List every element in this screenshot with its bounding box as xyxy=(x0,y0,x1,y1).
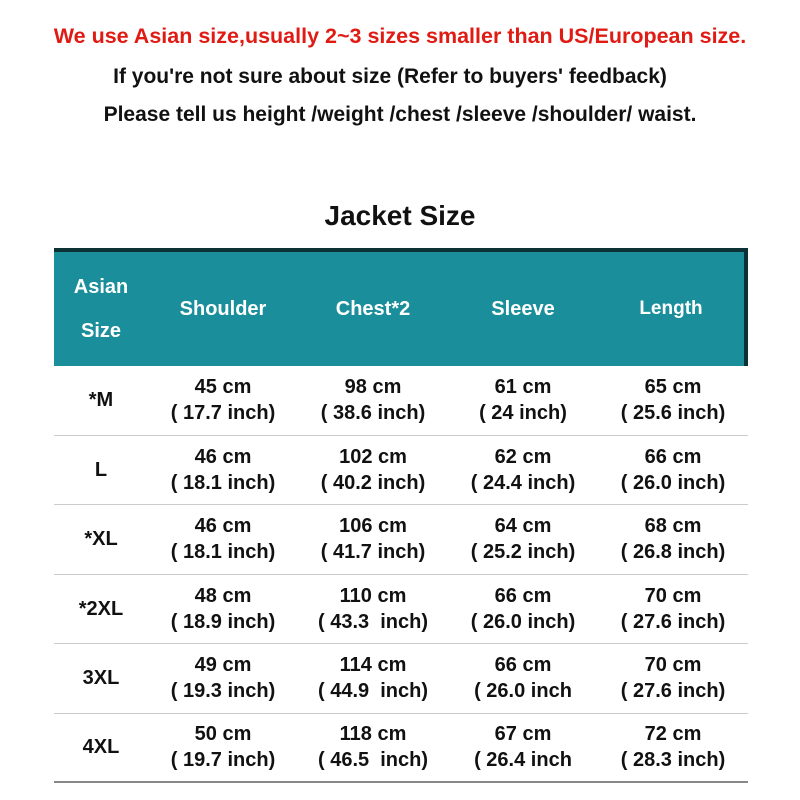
shoulder-inch: ( 18.9 inch) xyxy=(170,610,276,633)
shoulder-inch: ( 19.3 inch) xyxy=(170,680,276,703)
chest-inch: ( 46.5 inch) xyxy=(317,749,429,772)
sleeve-cm: 67 cm xyxy=(494,723,552,746)
chest-inch: ( 38.6 inch) xyxy=(320,402,426,425)
header-asian-size-line2: Size xyxy=(80,320,122,342)
sleeve-cm: 64 cm xyxy=(494,515,552,538)
size-table-title: Jacket Size xyxy=(324,200,476,231)
sleeve-inch: ( 26.4 inch xyxy=(474,749,572,772)
sleeve-inch: ( 25.2 inch) xyxy=(470,541,576,564)
length-cm: 65 cm xyxy=(644,376,702,399)
size-label: L xyxy=(94,458,108,481)
sleeve-cm: 66 cm xyxy=(494,654,552,677)
shoulder-cell xyxy=(148,721,298,773)
chest-inch: ( 43.3 inch) xyxy=(317,610,429,633)
shoulder-cm: 50 cm xyxy=(194,723,252,746)
chest-cell xyxy=(298,513,448,565)
length-inch: ( 27.6 inch) xyxy=(620,680,726,703)
chest-cm: 114 cm xyxy=(339,654,407,677)
shoulder-cm: 49 cm xyxy=(194,654,252,677)
shoulder-cell xyxy=(148,444,298,496)
length-cm: 66 cm xyxy=(644,445,702,468)
sleeve-cm: 62 cm xyxy=(494,445,552,468)
chest-cell xyxy=(298,721,448,773)
table-row xyxy=(54,505,748,575)
size-table xyxy=(54,248,748,783)
sleeve-cell xyxy=(448,583,598,635)
length-cell xyxy=(598,444,748,496)
size-label: *XL xyxy=(84,528,118,551)
length-cm: 68 cm xyxy=(644,515,702,538)
chest-cell xyxy=(298,583,448,635)
shoulder-cell xyxy=(148,374,298,426)
shoulder-inch: ( 19.7 inch) xyxy=(170,749,276,772)
sleeve-cell xyxy=(448,513,598,565)
chest-cell xyxy=(298,444,448,496)
shoulder-cell xyxy=(148,583,298,635)
length-cm: 70 cm xyxy=(644,654,702,677)
header-shoulder: Shoulder xyxy=(179,297,267,320)
sleeve-inch: ( 24.4 inch) xyxy=(470,471,576,494)
table-row xyxy=(54,366,748,436)
chest-cm: 106 cm xyxy=(339,515,407,538)
measurement-request-note: Please tell us height /weight /chest /sleeve /shoulder/ waist. xyxy=(103,103,697,126)
length-cell xyxy=(598,374,748,426)
shoulder-cm: 48 cm xyxy=(194,584,252,607)
length-cm: 72 cm xyxy=(644,723,702,746)
chest-cm: 102 cm xyxy=(339,445,407,468)
shoulder-inch: ( 17.7 inch) xyxy=(170,402,276,425)
shoulder-inch: ( 18.1 inch) xyxy=(170,541,276,564)
sleeve-cell xyxy=(448,444,598,496)
shoulder-inch: ( 18.1 inch) xyxy=(170,471,276,494)
sleeve-inch: ( 24 inch) xyxy=(479,402,567,425)
asian-size-warning: We use Asian size,usually 2~3 sizes smaller than US/European size. xyxy=(53,24,747,48)
header-length: Length xyxy=(639,298,703,319)
size-table-header xyxy=(54,248,748,366)
table-row xyxy=(54,436,748,506)
length-cm: 70 cm xyxy=(644,584,702,607)
length-cell xyxy=(598,513,748,565)
sleeve-inch: ( 26.0 inch) xyxy=(470,610,576,633)
shoulder-cell xyxy=(148,513,298,565)
length-inch: ( 26.8 inch) xyxy=(620,541,726,564)
sleeve-cell xyxy=(448,652,598,704)
header-asian-size-line1: Asian xyxy=(73,276,129,298)
shoulder-cm: 46 cm xyxy=(194,515,252,538)
shoulder-cm: 46 cm xyxy=(194,445,252,468)
table-row xyxy=(54,714,748,784)
sleeve-cell xyxy=(448,721,598,773)
table-row xyxy=(54,575,748,645)
shoulder-cm: 45 cm xyxy=(194,376,252,399)
header-sleeve: Sleeve xyxy=(491,297,555,320)
length-cell xyxy=(598,652,748,704)
length-cell xyxy=(598,583,748,635)
size-label: 4XL xyxy=(82,736,120,759)
shoulder-cell xyxy=(148,652,298,704)
chest-cell xyxy=(298,652,448,704)
size-label: 3XL xyxy=(82,667,120,690)
chest-cm: 110 cm xyxy=(339,584,407,607)
chest-cell xyxy=(298,374,448,426)
length-inch: ( 27.6 inch) xyxy=(620,610,726,633)
length-inch: ( 28.3 inch) xyxy=(620,749,726,772)
sleeve-cell xyxy=(448,374,598,426)
chest-cm: 118 cm xyxy=(339,723,407,746)
chest-cm: 98 cm xyxy=(344,376,402,399)
sleeve-cm: 61 cm xyxy=(494,376,552,399)
size-label: *M xyxy=(88,389,114,412)
header-chest: Chest*2 xyxy=(335,297,411,320)
size-label: *2XL xyxy=(78,597,124,620)
chest-inch: ( 40.2 inch) xyxy=(320,471,426,494)
table-row xyxy=(54,644,748,714)
header-asian-size xyxy=(54,265,148,353)
length-inch: ( 26.0 inch) xyxy=(620,471,726,494)
sleeve-inch: ( 26.0 inch xyxy=(474,680,572,703)
size-help-note: If you're not sure about size (Refer to buyers' feedback) xyxy=(113,65,667,88)
chest-inch: ( 44.9 inch) xyxy=(317,680,429,703)
chest-inch: ( 41.7 inch) xyxy=(320,541,426,564)
sleeve-cm: 66 cm xyxy=(494,584,552,607)
length-inch: ( 25.6 inch) xyxy=(620,402,726,425)
length-cell xyxy=(598,721,748,773)
